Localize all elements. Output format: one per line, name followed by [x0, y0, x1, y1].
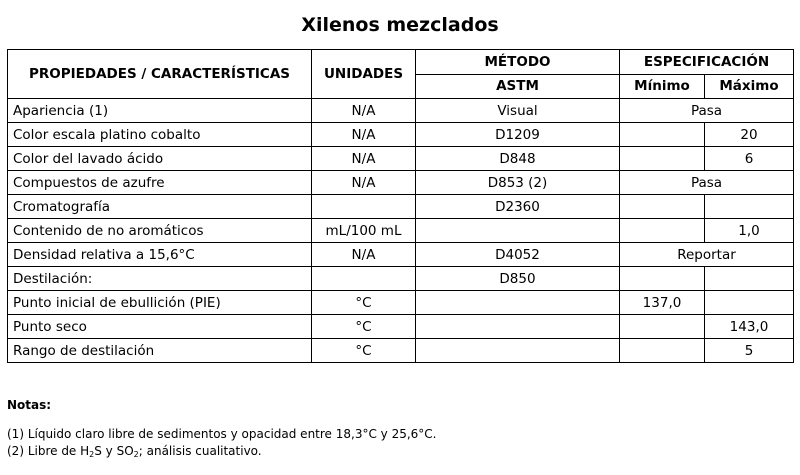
cell-property: Destilación: — [8, 267, 312, 291]
cell-unit: N/A — [312, 147, 416, 171]
cell-method: D848 — [416, 147, 620, 171]
cell-method — [416, 339, 620, 363]
table-row — [8, 195, 794, 219]
notes-title: Notas: — [7, 398, 52, 412]
cell-property: Punto inicial de ebullición (PIE) — [8, 291, 312, 315]
note-2-part-c: ; análisis cualitativo. — [138, 444, 262, 458]
cell-method: D2360 — [416, 195, 620, 219]
specification-table — [7, 49, 794, 363]
cell-min: 137,0 — [620, 291, 705, 315]
table-row — [8, 315, 794, 339]
cell-unit: N/A — [312, 123, 416, 147]
cell-min — [620, 147, 705, 171]
header-units: UNIDADES — [312, 50, 416, 99]
note-2-part-a: (2) Libre de H — [7, 444, 90, 458]
cell-method: D1209 — [416, 123, 620, 147]
cell-unit: °C — [312, 339, 416, 363]
cell-min — [620, 123, 705, 147]
cell-method: D853 (2) — [416, 171, 620, 195]
cell-method — [416, 291, 620, 315]
header-max: Máximo — [705, 74, 794, 99]
cell-min — [620, 219, 705, 243]
table-row — [8, 123, 794, 147]
header-method-top: MÉTODO — [416, 50, 620, 75]
note-2-sub-1: 2 — [89, 450, 95, 459]
cell-max: 143,0 — [705, 315, 794, 339]
cell-spec-merged: Reportar — [620, 243, 794, 267]
cell-unit: °C — [312, 291, 416, 315]
cell-unit: °C — [312, 315, 416, 339]
cell-property: Rango de destilación — [8, 339, 312, 363]
cell-method — [416, 219, 620, 243]
cell-min — [620, 267, 705, 291]
cell-max: 6 — [705, 147, 794, 171]
cell-max — [705, 291, 794, 315]
cell-max — [705, 195, 794, 219]
cell-max: 1,0 — [705, 219, 794, 243]
cell-unit — [312, 267, 416, 291]
header-row-1 — [8, 50, 794, 75]
header-spec: ESPECIFICACIÓN — [620, 50, 794, 75]
cell-method: D4052 — [416, 243, 620, 267]
table-row — [8, 147, 794, 171]
cell-unit: N/A — [312, 99, 416, 123]
note-2 — [7, 443, 436, 463]
note-2-sub-2: 2 — [133, 450, 139, 459]
cell-property: Cromatografía — [8, 195, 312, 219]
table-row — [8, 267, 794, 291]
cell-max: 5 — [705, 339, 794, 363]
cell-method: Visual — [416, 99, 620, 123]
cell-property: Color del lavado ácido — [8, 147, 312, 171]
table-row — [8, 243, 794, 267]
notes-section — [7, 398, 436, 463]
cell-unit: N/A — [312, 171, 416, 195]
cell-min — [620, 195, 705, 219]
cell-property: Color escala platino cobalto — [8, 123, 312, 147]
cell-min — [620, 339, 705, 363]
cell-method — [416, 315, 620, 339]
cell-spec-merged: Pasa — [620, 99, 794, 123]
table-row — [8, 219, 794, 243]
cell-max: 20 — [705, 123, 794, 147]
cell-method: D850 — [416, 267, 620, 291]
table-row — [8, 339, 794, 363]
header-properties: PROPIEDADES / CARACTERÍSTICAS — [8, 50, 312, 99]
cell-property: Densidad relativa a 15,6°C — [8, 243, 312, 267]
cell-min — [620, 315, 705, 339]
note-2-part-b: S y SO — [94, 444, 134, 458]
cell-unit: mL/100 mL — [312, 219, 416, 243]
note-1: (1) Líquido claro libre de sedimentos y opacidad entre 18,3°C y 25,6°C. — [7, 427, 437, 441]
table-row — [8, 171, 794, 195]
cell-property: Compuestos de azufre — [8, 171, 312, 195]
table-row — [8, 99, 794, 123]
header-min: Mínimo — [620, 74, 705, 99]
cell-unit: N/A — [312, 243, 416, 267]
cell-property: Contenido de no aromáticos — [8, 219, 312, 243]
cell-spec-merged: Pasa — [620, 171, 794, 195]
cell-max — [705, 267, 794, 291]
document-title: Xilenos mezclados — [301, 14, 499, 36]
cell-unit — [312, 195, 416, 219]
header-method-bottom: ASTM — [416, 74, 620, 99]
table-row — [8, 291, 794, 315]
cell-property: Apariencia (1) — [8, 99, 312, 123]
cell-property: Punto seco — [8, 315, 312, 339]
